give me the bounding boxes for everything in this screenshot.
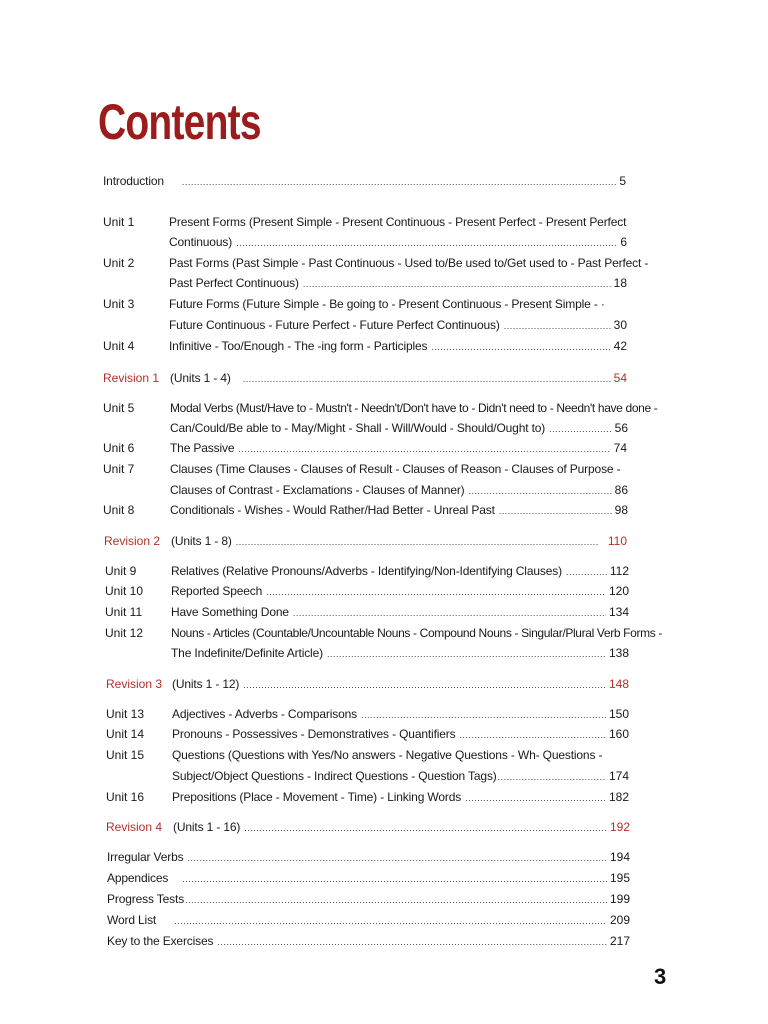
- page-ref: 30: [613, 318, 627, 332]
- unit-label: Unit 14: [106, 727, 145, 741]
- toc-entry-unit-10[interactable]: [171, 581, 629, 601]
- toc-entry-unit-5[interactable]: [170, 398, 658, 418]
- page-title: Contents: [98, 94, 261, 150]
- page-ref: 54: [613, 371, 627, 385]
- dot-leader: [566, 562, 607, 582]
- toc-entry-unit-6[interactable]: [170, 438, 627, 458]
- unit-label: Unit 13: [106, 707, 145, 721]
- entry-title: (Units 1 - 8): [171, 534, 232, 548]
- page-ref: 148: [608, 677, 629, 691]
- page-ref: 18: [613, 276, 627, 290]
- entry-title: Clauses of Contrast - Exclamations - Clauses of Manner): [170, 483, 465, 497]
- entry-title: The Indefinite/Definite Article): [171, 646, 323, 660]
- toc-entry-unit-3-cont[interactable]: [169, 315, 627, 335]
- unit-label: Unit 15: [106, 748, 145, 762]
- entry-title: Past Perfect Continuous): [169, 276, 299, 290]
- page-ref: 160: [608, 727, 629, 741]
- unit-label: Unit 2: [103, 256, 135, 270]
- dot-leader: [303, 274, 611, 294]
- unit-label: Unit 8: [103, 503, 135, 517]
- entry-title: Present Forms (Present Simple - Present Continuous - Present Perfect - Present Perfect: [169, 215, 627, 229]
- toc-entry-appendices[interactable]: [107, 868, 630, 888]
- entry-title: Key to the Exercises: [107, 934, 214, 948]
- revision-label: Revision 3: [106, 677, 163, 691]
- entry-title: Past Forms (Past Simple - Past Continuous - Used to/Be used to/Get used to - Past Perfect -: [169, 256, 649, 270]
- page-ref: 134: [608, 605, 629, 619]
- entry-title: Relatives (Relative Pronouns/Adverbs - Identifying/Non-Identifying Clauses): [171, 564, 562, 578]
- entry-title: Subject/Object Questions - Indirect Questions - Question Tags): [172, 769, 497, 783]
- page-ref: 195: [609, 871, 630, 885]
- page-ref: 174: [608, 769, 629, 783]
- revision-label: Revision 2: [104, 534, 161, 548]
- toc-entry-unit-1-cont[interactable]: [169, 232, 627, 252]
- unit-label: Unit 6: [103, 441, 135, 455]
- entry-title: Pronouns - Possessives - Demonstratives - Quantifiers: [172, 727, 456, 741]
- toc-entry-revision-4[interactable]: [173, 817, 630, 837]
- page-ref: 112: [609, 564, 629, 578]
- dot-leader: [182, 172, 616, 192]
- page-ref: 138: [608, 646, 629, 660]
- unit-label: Unit 11: [105, 605, 143, 619]
- entry-title: Future Forms (Future Simple - Be going to - Present Continuous - Present Simple - ·: [169, 297, 605, 311]
- entry-title: Modal Verbs (Must/Have to - Mustn't - Needn't/Don't have to - Didn't need to - Needn't have done -: [170, 401, 658, 415]
- entry-title: Appendices: [107, 871, 169, 885]
- toc-entry-irregular-verbs[interactable]: [107, 847, 630, 867]
- dot-leader: [185, 890, 607, 910]
- entry-title: Progress Tests: [107, 892, 185, 906]
- toc-entry-unit-7-cont[interactable]: [170, 480, 628, 500]
- revision-label: Revision 1: [103, 371, 160, 385]
- dot-leader: [217, 932, 607, 952]
- dot-leader: [498, 767, 606, 787]
- page-number: 3: [654, 964, 667, 989]
- dot-leader: [174, 911, 607, 931]
- dot-leader: [460, 725, 606, 745]
- dot-leader: [327, 644, 606, 664]
- dot-leader: [465, 788, 606, 808]
- toc-entry-unit-13[interactable]: [172, 704, 629, 724]
- toc-entry-unit-16[interactable]: [172, 787, 629, 807]
- dot-leader: [243, 675, 606, 695]
- toc-entry-unit-8[interactable]: [170, 500, 628, 520]
- toc-entry-word-list[interactable]: [107, 910, 630, 930]
- page-ref: 110: [607, 534, 627, 548]
- unit-label: Unit 1: [103, 215, 135, 229]
- dot-leader: [236, 233, 617, 253]
- toc-entry-introduction[interactable]: [103, 171, 626, 191]
- dot-leader: [238, 439, 610, 459]
- dot-leader: [182, 869, 607, 889]
- dot-leader: [499, 501, 612, 521]
- unit-label: Unit 3: [103, 297, 135, 311]
- page-ref: 98: [614, 503, 628, 517]
- unit-label: Unit 4: [103, 339, 135, 353]
- toc-entry-key-exercises[interactable]: [107, 931, 630, 951]
- revision-label: Revision 4: [106, 820, 163, 834]
- entry-title: Have Something Done: [171, 605, 289, 619]
- toc-entry-unit-15-cont[interactable]: [172, 766, 629, 786]
- unit-label: Unit 12: [105, 626, 144, 640]
- entry-title: Word List: [107, 913, 157, 927]
- page-ref: 150: [608, 707, 629, 721]
- dot-leader: [244, 818, 607, 838]
- page-ref: 199: [609, 892, 630, 906]
- page-ref: 120: [608, 584, 629, 598]
- entry-title: Questions (Questions with Yes/No answers - Negative Questions - Wh- Questions -: [172, 748, 603, 762]
- entry-title: Conditionals - Wishes - Would Rather/Had Better - Unreal Past: [170, 503, 495, 517]
- entry-title: Nouns - Articles (Countable/Uncountable Nouns - Compound Nouns - Singular/Plural Verb Forms -: [171, 626, 663, 640]
- page-ref: 5: [619, 174, 626, 188]
- entry-title: (Units 1 - 12): [172, 677, 240, 691]
- dot-leader: [293, 603, 606, 623]
- toc-entry-revision-2[interactable]: [171, 531, 627, 551]
- toc-entry-revision-1[interactable]: [170, 368, 627, 388]
- entry-title: Clauses (Time Clauses - Clauses of Result - Clauses of Reason - Clauses of Purpose -: [170, 462, 621, 476]
- toc-entry-unit-1[interactable]: [169, 212, 629, 232]
- toc-entry-unit-7[interactable]: [170, 459, 630, 479]
- page-ref: 74: [613, 441, 627, 455]
- page-ref: 42: [613, 339, 627, 353]
- unit-label: Unit 16: [106, 790, 145, 804]
- entry-title: The Passive: [170, 441, 235, 455]
- entry-title: (Units 1 - 4): [170, 371, 231, 385]
- toc-entry-unit-5-cont[interactable]: [170, 418, 628, 438]
- page-ref: 209: [609, 913, 630, 927]
- unit-label: Unit 10: [105, 584, 144, 598]
- toc-entry-unit-2-cont[interactable]: [169, 273, 627, 293]
- toc-entry-unit-14[interactable]: [172, 724, 629, 744]
- entry-title: Irregular Verbs: [107, 850, 184, 864]
- entry-title: (Units 1 - 16): [173, 820, 241, 834]
- dot-leader: [361, 705, 606, 725]
- unit-label: Unit 5: [103, 401, 135, 415]
- toc-entry-unit-11[interactable]: [171, 602, 629, 622]
- entry-title: Continuous): [169, 235, 233, 249]
- entry-title: Prepositions (Place - Movement - Time) - Linking Words: [172, 790, 462, 804]
- dot-leader: [266, 582, 606, 602]
- entry-title: Introduction: [103, 174, 164, 188]
- page-ref: 192: [609, 820, 630, 834]
- entry-title: Adjectives - Adverbs - Comparisons: [172, 707, 357, 721]
- toc-entry-unit-12-cont[interactable]: [171, 643, 629, 663]
- unit-label: Unit 9: [105, 564, 137, 578]
- dot-leader: [243, 369, 611, 389]
- toc-entry-unit-9[interactable]: [171, 561, 629, 581]
- page-ref: 182: [608, 790, 629, 804]
- toc-entry-unit-3[interactable]: [169, 294, 629, 314]
- dot-leader: [431, 337, 610, 357]
- page-ref: 86: [614, 483, 628, 497]
- entry-title: Reported Speech: [171, 584, 263, 598]
- toc-entry-progress-tests[interactable]: [107, 889, 630, 909]
- entry-title: Can/Could/Be able to - May/Might - Shall - Will/Would - Should/Ought to): [170, 421, 546, 435]
- entry-title: Future Continuous - Future Perfect - Future Perfect Continuous): [169, 318, 500, 332]
- page-ref: 6: [620, 235, 627, 249]
- dot-leader: [504, 316, 611, 336]
- dot-leader: [469, 481, 612, 501]
- entry-title: Infinitive - Too/Enough - The -ing form - Participles: [169, 339, 428, 353]
- dot-leader: [236, 532, 599, 552]
- unit-label: Unit 7: [103, 462, 135, 476]
- toc-entry-unit-2[interactable]: [169, 253, 649, 273]
- toc-entry-unit-4[interactable]: [169, 336, 627, 356]
- dot-leader: [549, 419, 611, 439]
- page-ref: 194: [609, 850, 630, 864]
- page-ref: 217: [609, 934, 630, 948]
- toc-entry-unit-15[interactable]: [172, 745, 630, 765]
- page-ref: 56: [614, 421, 628, 435]
- toc-entry-unit-12[interactable]: [171, 623, 663, 643]
- dot-leader: [187, 848, 607, 868]
- toc-entry-revision-3[interactable]: [172, 674, 629, 694]
